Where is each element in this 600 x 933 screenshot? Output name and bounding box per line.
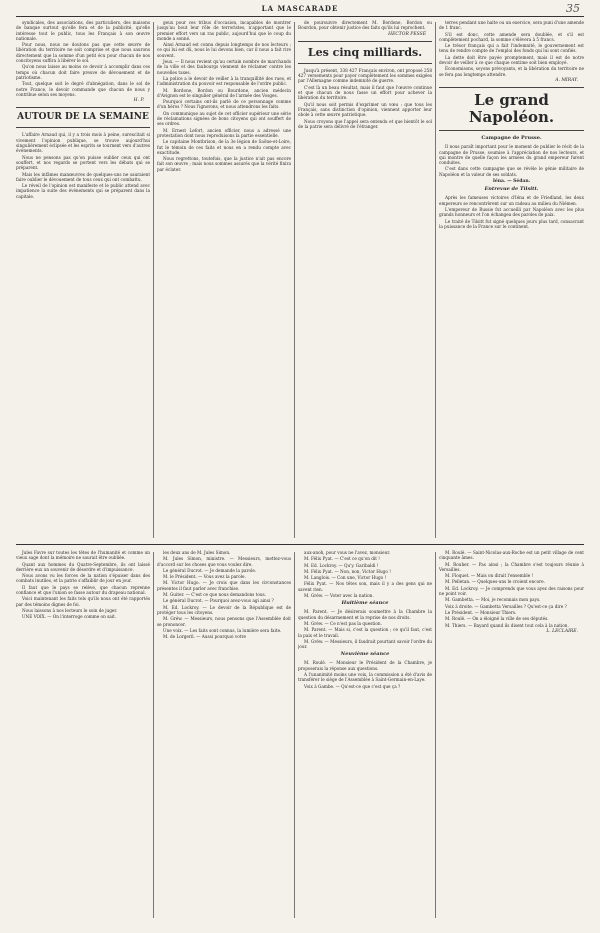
column-2: [157, 20, 291, 540]
signature: H. P.: [133, 98, 144, 104]
cinq-milliards-heading-box: [298, 41, 432, 64]
paragraph: M. Gréw. — Messieurs, nous pensons que l'Assemblée doit se prononcer.: [157, 616, 291, 627]
paragraph: M. Parent. — Mais si, c'est la question ; ce qu'il faut, c'est la paix et le travail.: [298, 627, 432, 638]
paragraph: C'est dans cette campagne que se révèle le génie militaire de Napoléon et la valeur de ses soldats.: [439, 166, 584, 177]
paragraph: L'empereur de Russie fut accueilli par Napoléon avec les plus grands honneurs et l'on échangea des paroles de paix.: [439, 206, 584, 218]
paragraph: Nous ne pensons pas qu'on puisse oublier ceux qui ont souffert, et nos regards se portent vers les débats qui se préparent.: [16, 154, 150, 171]
paragraph: Pourquoi certains ont-ils parlé de ce personnage comme d'un héros ? Nous l'ignorons, et nous attendrons les faits.: [157, 99, 291, 110]
closing-line: UNE VOIX. — On l'interroge comme on sait.: [22, 614, 117, 620]
napoleon-heading: Le grand Napoléon.: [468, 91, 555, 127]
paragraph: geux pour ces tribus d'occasion, incapables de montrer jusqu'au bout leur rôle de terroristes, n'apportant que le premier effort vers un ras public, aujourd'hui que le coup du monde a sonné.: [157, 20, 291, 41]
closing-line: M. de Lorgeril. — Aussi pourquoi votre: [163, 634, 246, 640]
paragraph: La police a le devoir de veiller à la tranquillité des rues, et l'administration du pouvoir est responsable de l'ordre public.: [157, 75, 291, 87]
paragraph: Voici maintenant les faits tels qu'ils nous ont été rapportés par des témoins dignes de foi.: [16, 596, 150, 607]
lower-column-3: [298, 550, 432, 920]
paragraph: M. Pelletan. — Quelques-uns le croient encore.: [445, 579, 545, 585]
signature: HECTOR PESSÉ: [388, 31, 426, 37]
paragraph: M. Roulé. — Saint-Nicolas-aux-Roche est un petit village de cent cinquante âmes.: [439, 550, 584, 561]
paragraph: M. Ed. Lockroy. — Le devoir de la République est de protéger tous les citoyens.: [157, 604, 291, 615]
paragraph: Après les fameuses victoires d'Iéna et de Friedland, les deux empereurs se rencontrèrent sur un radeau au milieu du Niémen.: [439, 195, 584, 206]
paragraph: Qu'il nous soit permis d'exprimer un vœu : que tous les Français, sans distinction d'opinion, viennent apporter leur obole à cette œuvre patriotique.: [298, 101, 432, 118]
paragraph: Il nous paraît important pour le moment de publier le récit de la campagne de Prusse, soumise à l'appréciation de nos lecteurs, et qui montre de quelle façon les armées du grand empereur furent conduites.: [439, 144, 584, 166]
paragraph: Nous regrettons, toutefois, que la justice n'ait pas encore fait son œuvre ; mais nous sommes assurés que la vérité finira par éclater.: [157, 156, 291, 172]
intro-article: [16, 20, 150, 103]
paragraph: Pour nous, nous ne doutons pas que cette œuvre de libération du territoire ne soit comprise et que nous saurons directement que la somme d'un petit écu pour chacun de nos concitoyens suffira à libérer le sol.: [16, 42, 150, 64]
paragraph: Le trésor français qui a fait l'indemnité, le gouvernement est tenu de rendre compte de l'emploi des fonds qui lui sont confiés.: [439, 43, 584, 54]
paragraph: C'est là un beau résultat, mais il faut que l'œuvre continue et que chacun de nous fasse un effort pour achever la libération du territoire.: [298, 84, 432, 101]
paragraph: Tout, quelque soit le degré d'abnégation, dans le sol de notre France, le devoir commande que chacun de nous y contribue selon ses moyens.: [16, 81, 150, 97]
paragraph: M. Victor Hugo. — Je crois que dans les circonstances présentes il faut parler avec franchise.: [157, 580, 291, 591]
column-divider: [294, 552, 295, 918]
paragraph: Le réveil de l'opinion est manifeste et le public attend avec impatience la suite des événements qui se préparent dans la capitale.: [16, 183, 150, 199]
column-divider: [435, 552, 436, 918]
signature: A. MIRAY.: [555, 77, 578, 83]
paragraph: M. Ed. Lockroy. — Qu'y. Garibaldi !: [304, 562, 379, 568]
paragraph: M. Jules Simon, ministre. — Messieurs, mettez-vous d'accord sur les choses que vous voulez dire.: [157, 556, 291, 567]
paragraph: M. Guiter. — C'est ce que nous demandons tous.: [163, 592, 267, 598]
paragraph: L'affaire Arnaud qui, il y a trois mois à peine, surexcitait si vivement l'opinion publique, se trouve aujourd'hui singulièrement éclipsée et les esprits se tournent vers d'autres événements.: [16, 132, 150, 154]
paragraph: M. Roulé. — Monsieur le Président de la Chambre, je proposerais la réponse aux questions.: [298, 660, 432, 671]
paragraph: Le Président. — Monsieur Thiers.: [445, 609, 517, 615]
newspaper-title: LA MASCARADE: [261, 4, 339, 13]
paragraph: aux-anoh, pour vous ne l'avez, monsieur.: [304, 550, 391, 555]
paragraph: Le capitaine Montbrison, de la 3e légion de Saône-et-Loire, fut le témoin de ces faits et nous en a rendu compte avec exactitude.: [157, 139, 291, 155]
column-divider: [294, 22, 295, 538]
paragraph: Mais les infâmes manœuvres de quelques-uns ne sauraient faire oublier le dévouement de tous ceux qui ont combattu.: [16, 171, 150, 182]
paragraph: La dette doit être payée promptement, mais il est de notre devoir de veiller à ce que chaque centime soit bien employé.: [439, 54, 584, 66]
entrevue-subtitle: Entrevue de Tilsitt.: [484, 186, 539, 193]
paragraph: Quant aux hommes du Quatre-Septembre, ils ont laissé derrière eux un souvenir de désordre et d'impuissance.: [16, 561, 150, 572]
lower-column-1: [16, 550, 150, 920]
napoleon-subtitle: Campagne de Prusse.: [481, 135, 542, 142]
autour-heading-box: [16, 107, 150, 128]
paragraph: M. Thiers. — Bayard quand ils disent tout cela à la nation.: [445, 622, 569, 628]
paragraph: M. Gréw. — Voter avec la nation.: [304, 593, 374, 599]
paragraph: Voix à droite. — Gambetta Versailles ? Qu'est-ce ça dire ?: [445, 603, 567, 609]
napoleon-heading-box: [439, 87, 584, 131]
lower-column-4: [439, 550, 584, 920]
paragraph: Nous croyons que l'appel sera entendu et que bientôt le sol de la patrie sera délivré de l'étranger.: [298, 118, 432, 129]
paragraph: M. Rouher. — Pas ainsi ; la Chambre s'est toujours réunie à Versailles.: [439, 561, 584, 572]
paragraph: Le général Ducrot. — Je demande la parole.: [163, 567, 257, 573]
paragraph: M. Langlois. — Con une, Victor Hugo !: [304, 575, 387, 581]
paragraph: Nous laissons à nos lecteurs le soin de juger.: [22, 607, 118, 613]
paragraph: M. Ed. Lockroy. — Je comprends que vous ayez des raisons pour ne point voir.: [439, 585, 584, 597]
paragraph: M. Bordone, Bordon ou Bourdone, ancien médecin d'Avignon est le singulier général de l'armée des Vosges.: [157, 87, 291, 98]
paragraph: Nous avons vu les forces de la nation s'épuiser dans des combats inutiles, et la patrie s'affaiblir de jour en jour.: [16, 573, 150, 584]
signature: L. LECLAIRE.: [546, 628, 578, 634]
paragraph: Félix Pyat. — Nos têtes son, mais il y a des gens qui ne savent rien.: [298, 581, 432, 592]
paragraph: Le général Ducrot. — Pourquoi avez-vous agi ainsi ?: [163, 598, 274, 604]
column-4: [439, 20, 584, 540]
column-divider: [435, 22, 436, 538]
paragraph: Jeux. — Il nous revient qu'au certain nombre de marchands de la ville et des faubourgs viennent de réclamer contre les nouvelles taxes.: [157, 59, 291, 75]
autour-heading: AUTOUR DE LA SEMAINE: [17, 112, 149, 123]
paragraph: Jusqu'à présent, 338 427 Français environ, ont proposé 258 427 versements pour payer complètement les sommes exigées par l'Allemagne comme indemnité de guerre.: [298, 67, 432, 84]
paragraph: Le traité de Tilsitt fut signé quelques jours plus tard, consacrant la puissance de la France sur le continent.: [439, 218, 584, 229]
paragraph: M. Gréw. — Ce n'est pas la question.: [304, 620, 382, 626]
column-divider: [153, 552, 154, 918]
paragraph: syndicales, des associations, des particuliers, des maisons de banque surtout qu'elle fera et de la publicité, qu'elle intéresse tout le public, tous les Français à son œuvre nationale.: [16, 20, 150, 41]
session-subtitle: Neuvième séance: [340, 651, 390, 658]
cinq-milliards-heading: Les cinq milliards.: [307, 45, 423, 59]
paragraph: On communique au sujet de cet officier supérieur une série de réclamations signées de bons citoyens qui ont souffert de ses ordres.: [157, 110, 291, 127]
masthead-rule: [16, 16, 584, 17]
iena-sedan-line: Iéna. — Sédan.: [492, 179, 531, 185]
paragraph: M. Gréw. — Messieurs, il faudrait pourtant savoir l'ordre du jour.: [298, 638, 432, 650]
paragraph: M. Ernest Lefort, ancien officier, nous a adressé une protestation dont nous reproduisons la partie essentielle.: [157, 127, 291, 138]
paragraph: M. Roulé. — On a éloigné la ville de ses députés.: [445, 616, 549, 622]
paragraph: Qu'on nous laisse au moins ce devoir à accomplir dans ces temps où chacun doit faire preuve de dévouement et de patriotisme.: [16, 64, 150, 80]
paragraph: Économisons, soyons prévoyants, et la libération du territoire ne se fera pas longtemps attendre.: [439, 66, 584, 77]
section-rule: [16, 544, 584, 545]
paragraph: M. Félix Pyat. — C'est ce qu'on dit !: [304, 556, 380, 562]
column-3: [298, 20, 432, 540]
paragraph: M. Parent. — Je désirerais soumettre à la Chambre la question du désarmement et la reprise de nos droits.: [298, 609, 432, 620]
paragraph: terres pendant une halte ou un exercice, sera puni d'une amende de 1 franc.: [439, 20, 584, 31]
paragraph: de poursuivre directement M. Bordone, Bordon ou Bourdon, pour obtenir justice des faits qu'ils lui reprochent.: [298, 20, 432, 31]
paragraph: A l'unanimité moins une voix, la commission a été d'avis de transférer le siège de l'Assemblée à Saint-Germain-en-Laye.: [298, 672, 432, 683]
column-1: [16, 20, 150, 540]
paragraph: les deux ans de M. Jules Simon.: [163, 550, 231, 555]
paragraph: S'il est donc, cette amende sera doublée, et s'il est complètement pochard, la somme s'élèvera à 5 francs.: [439, 31, 584, 42]
session-subtitle: Huitième séance: [341, 600, 389, 607]
paragraph: M. le Président. — Vous avez la parole.: [163, 574, 246, 580]
paragraph: Jules Favre sur toutes les têtes de l'humanité et comme un vieux sage dont la mémoire ne saurait être oubliée.: [16, 550, 150, 561]
page-number: 35: [566, 2, 580, 15]
paragraph: Il faut que le pays se relève, que chacun reprenne confiance et que l'union se fasse autour du drapeau national.: [16, 584, 150, 596]
column-divider: [153, 22, 154, 538]
closing-line: Voix à Gambe. — Qu'est-ce que c'est que ça ?: [304, 683, 401, 689]
lower-column-2: [157, 550, 291, 920]
paragraph: M. Gambetta. — Moi, je reconnais mon pays.: [445, 597, 541, 603]
paragraph: Une voix. — Les faits sont connus, la lumière sera faite.: [163, 627, 282, 633]
paragraph: M. Félix Pyat. — Non, non, Victor Hugo !: [304, 568, 391, 574]
paragraph: M. Floquet. — Mais on dirait l'ensemble !: [445, 573, 534, 579]
autour-article: [16, 132, 150, 199]
paragraph: Ainsi Arnaud est connu depuis longtemps de nos lecteurs ; ce qui lui est dû, nous le lui devons bien, car il nous a fait rire souvent.: [157, 42, 291, 58]
